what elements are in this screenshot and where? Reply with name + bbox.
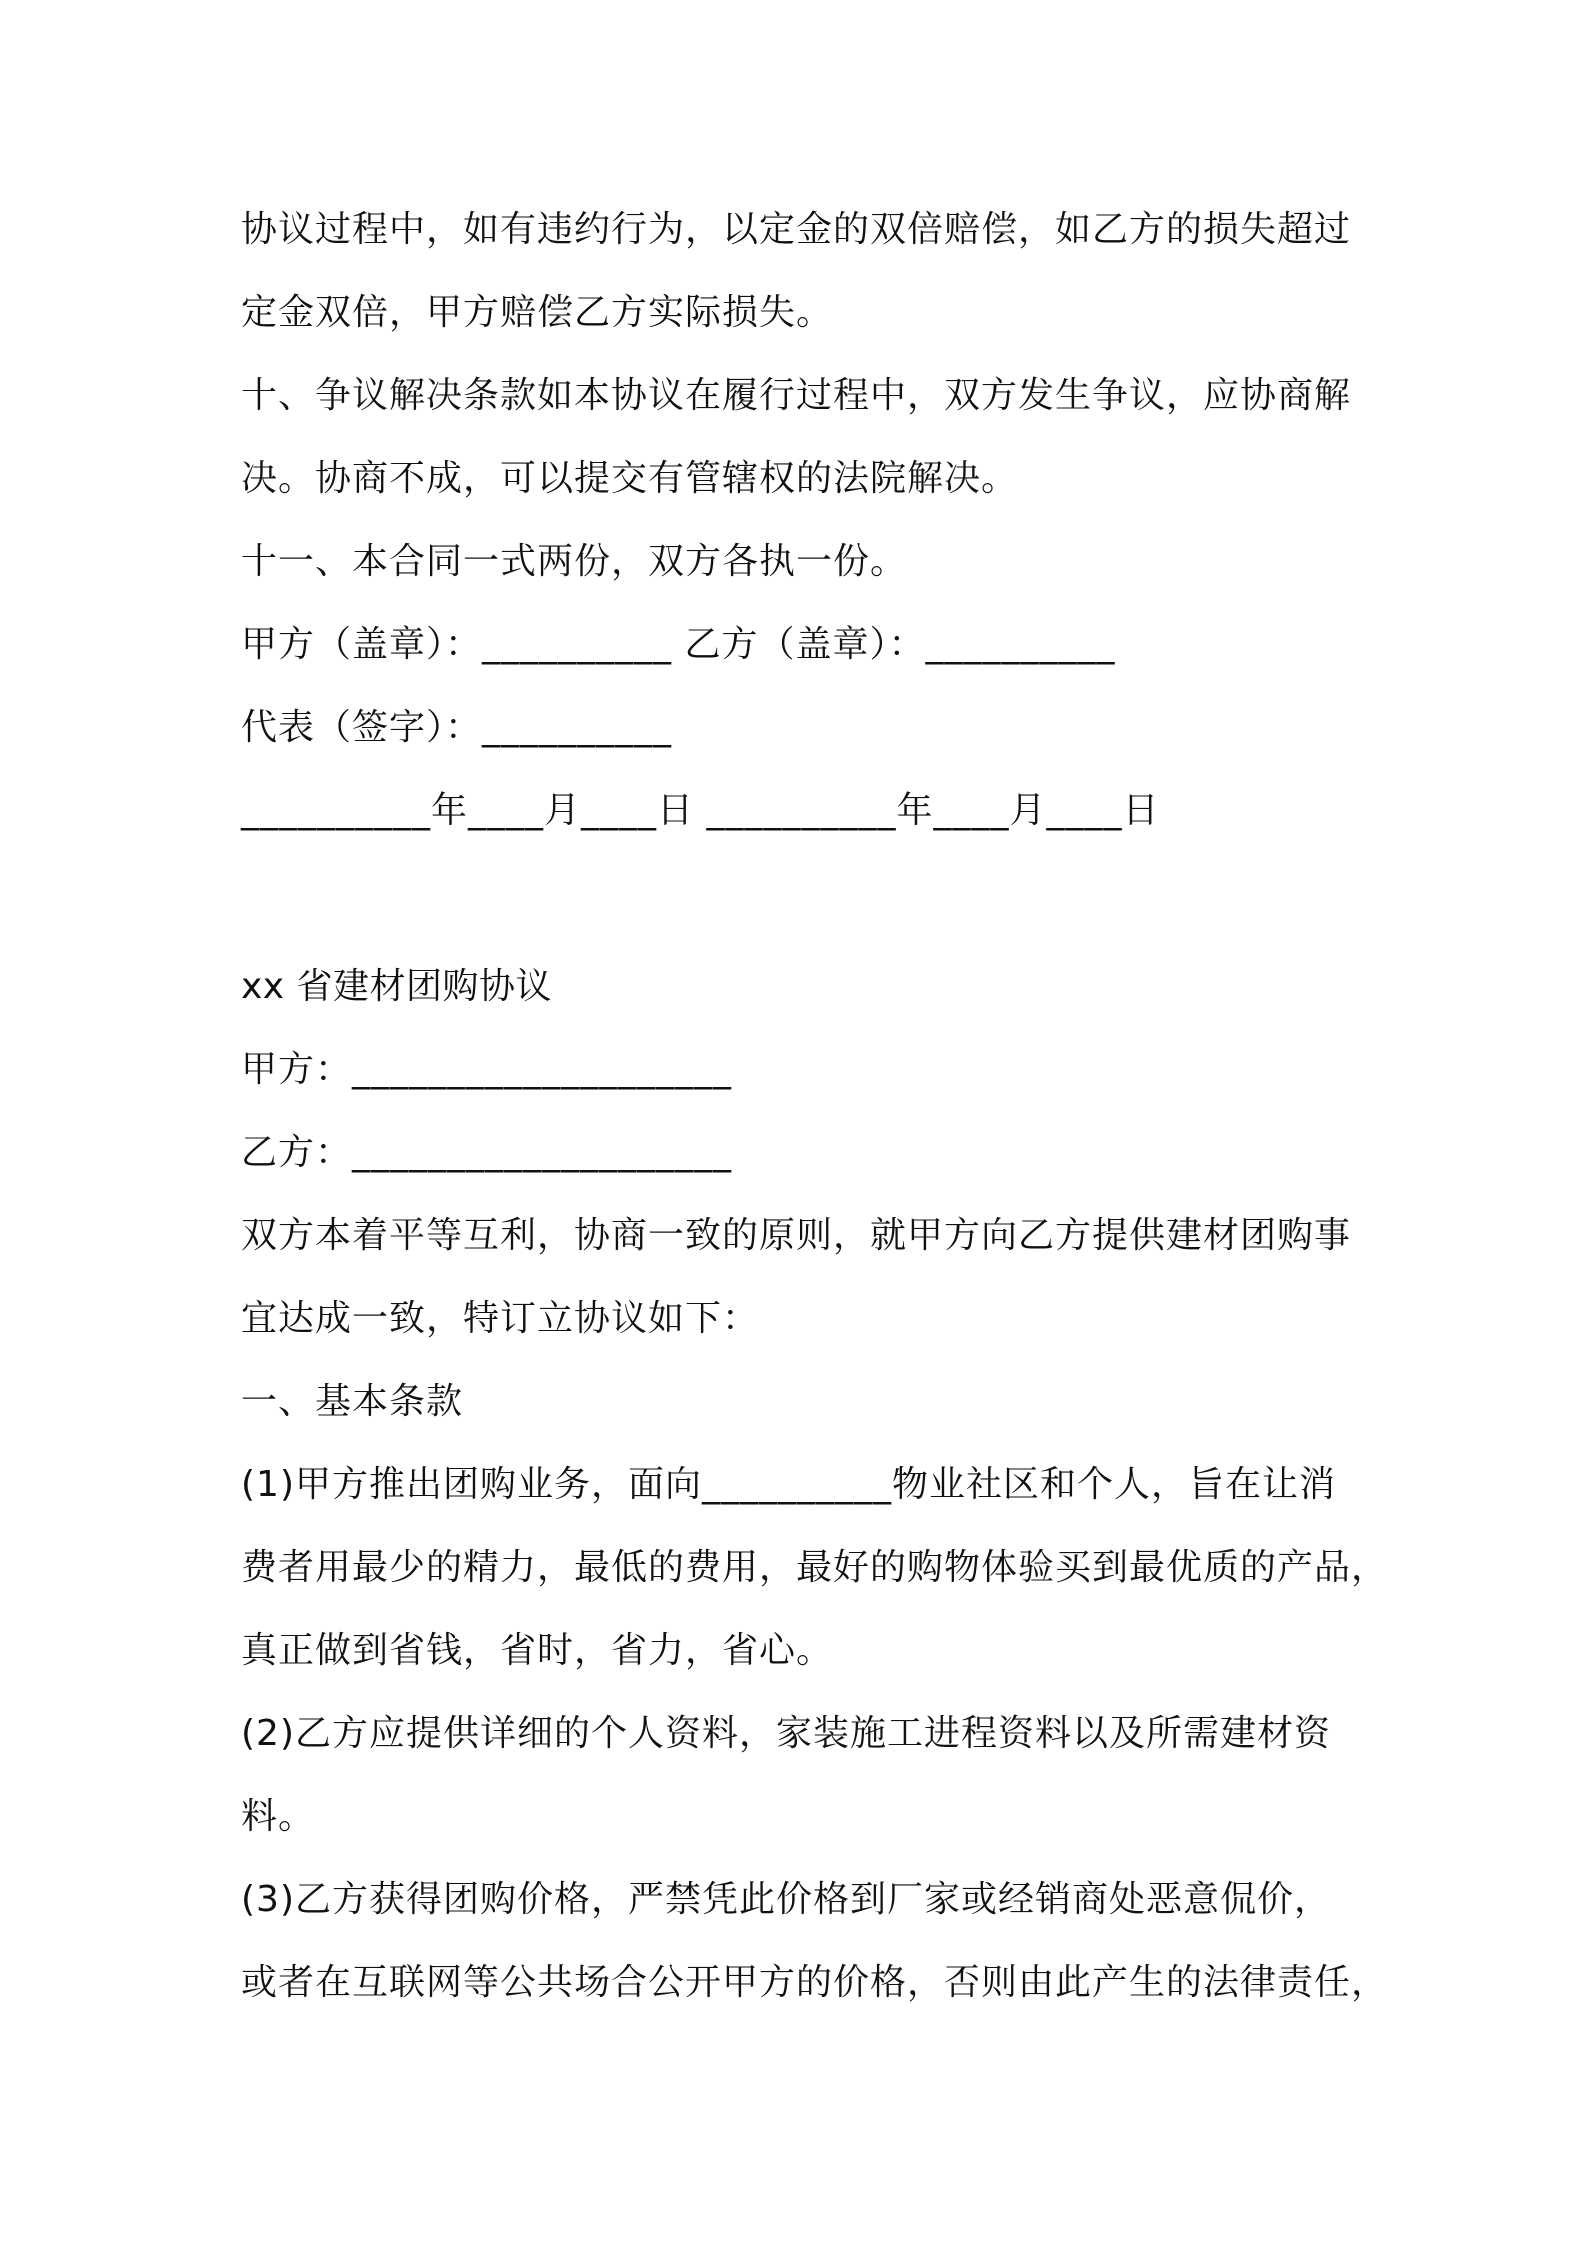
signature-representative-line: 代表（签字）：__________	[241, 707, 673, 748]
paragraph-line: 协议过程中，如有违约行为，以定金的双倍赔偿，如乙方的损失超过	[241, 209, 1352, 250]
party-b-line: 乙方：____________________	[241, 1132, 733, 1173]
signature-party-line: 甲方（盖章）：__________ 乙方（盖章）：__________	[241, 624, 1116, 665]
clause-1-line: (1)甲方推出团购业务，面向__________物业社区和个人，旨在让消	[241, 1464, 1336, 1505]
clause-ten-line: 决。协商不成，可以提交有管辖权的法院解决。	[241, 458, 1019, 499]
signature-date-line: __________年____月____日 __________年____月____日	[241, 790, 1160, 831]
paragraph-line: 定金双倍，甲方赔偿乙方实际损失。	[241, 292, 834, 333]
clause-3-line: (3)乙方获得团购价格，严禁凭此价格到厂家或经销商处恶意侃价，	[241, 1879, 1331, 1920]
clause-ten-line: 十、争议解决条款如本协议在履行过程中，双方发生争议，应协商解	[241, 375, 1352, 416]
clause-2-line: (2)乙方应提供详细的个人资料，家装施工进程资料以及所需建材资	[241, 1713, 1331, 1754]
agreement-title: xx 省建材团购协议	[241, 966, 553, 1007]
party-a-line: 甲方：____________________	[241, 1049, 733, 1090]
section-heading: 一、基本条款	[241, 1381, 464, 1422]
clause-eleven-line: 十一、本合同一式两份，双方各执一份。	[241, 541, 908, 582]
clause-1-line: 费者用最少的精力，最低的费用，最好的购物体验买到最优质的产品，	[241, 1547, 1389, 1588]
clause-3-line: 或者在互联网等公共场合公开甲方的价格，否则由此产生的法律责任，	[241, 1962, 1389, 2003]
intro-line: 双方本着平等互利，协商一致的原则，就甲方向乙方提供建材团购事	[241, 1215, 1352, 1256]
intro-line: 宜达成一致，特订立协议如下：	[241, 1298, 760, 1339]
clause-1-line: 真正做到省钱，省时，省力，省心。	[241, 1630, 834, 1671]
clause-2-line: 料。	[241, 1796, 316, 1837]
